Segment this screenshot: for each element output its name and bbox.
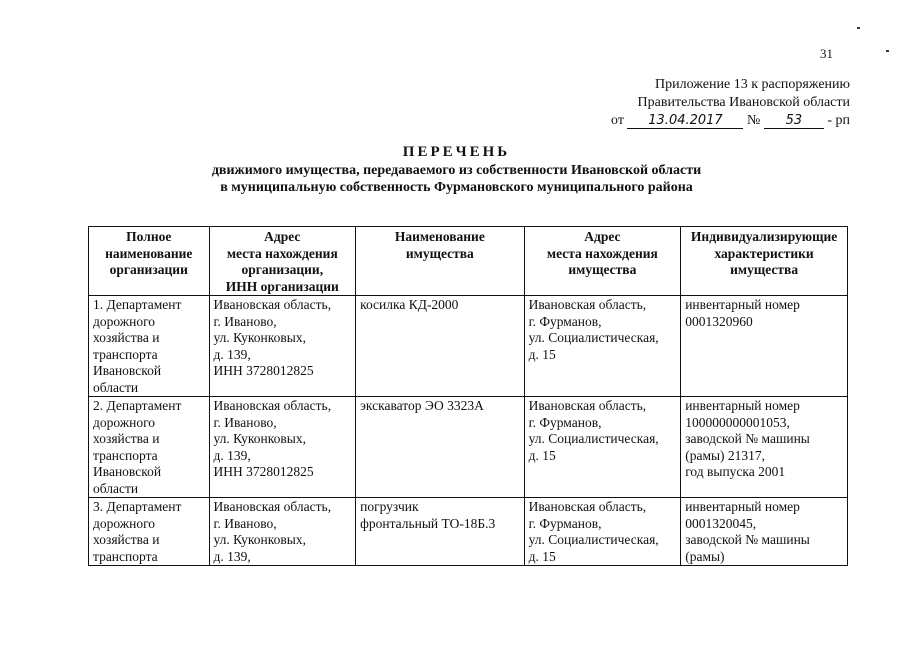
cell-organization: 3. Департамент дорожного хозяйства и транспорта [89,498,210,566]
header-property-address: Адрес места нахождения имущества [524,227,681,296]
table-row [89,296,848,397]
number-label: № [746,113,761,128]
cell-organization: 1. Департамент дорожного хозяйства и транспорта Ивановской области [89,296,210,397]
cell-property-name: погрузчик фронтальный ТО-18Б.3 [356,498,524,566]
table-header-row [89,227,848,296]
handwritten-number: 53 [764,114,824,129]
title-main: ПЕРЕЧЕНЬ [402,144,511,160]
order-suffix: - рп [827,113,850,128]
appendix-header [570,76,850,130]
property-table [88,226,848,566]
from-label: от [611,113,624,128]
title-subtitle-line-1: движимого имущества, передаваемого из собственности Ивановской области [211,163,702,178]
title-subtitle-line-2: в муниципальную собственность Фурмановского муниципального района [220,180,693,195]
appendix-line-2: Правительства Ивановской области [637,95,850,110]
cell-characteristics: инвентарный номер 0001320045, заводской № машины (рамы) [681,498,848,566]
document-title [0,142,905,196]
cell-org-address: Ивановская область, г. Иваново, ул. Куконковых, д. 139, ИНН 3728012825 [209,397,356,498]
header-characteristics: Индивидуализирующие характеристики имущества [681,227,848,296]
cell-characteristics: инвентарный номер 100000000001053, заводской № машины (рамы) 21317, год выпуска 2001 [681,397,848,498]
cell-org-address: Ивановская область, г. Иваново, ул. Куконковых, д. 139, [209,498,356,566]
cell-property-address: Ивановская область, г. Фурманов, ул. Социалистическая, д. 15 [524,498,681,566]
table-row [89,397,848,498]
appendix-line-3 [570,112,850,130]
cell-property-name: косилка КД-2000 [356,296,524,397]
header-organization: Полное наименование организации [89,227,210,296]
scan-speck [886,50,889,52]
cell-property-address: Ивановская область, г. Фурманов, ул. Социалистическая, д. 15 [524,296,681,397]
cell-characteristics: инвентарный номер 0001320960 [681,296,848,397]
cell-org-address: Ивановская область, г. Иваново, ул. Куконковых, д. 139, ИНН 3728012825 [209,296,356,397]
cell-property-name: экскаватор ЭО 3323А [356,397,524,498]
handwritten-date: 13.04.2017 [627,114,743,129]
header-property-name: Наименование имущества [356,227,524,296]
cell-organization: 2. Департамент дорожного хозяйства и транспорта Ивановской области [89,397,210,498]
page-bottom-cutoff [0,576,905,646]
appendix-line-1: Приложение 13 к распоряжению [655,77,850,92]
scan-speck [857,27,860,29]
header-org-address: Адрес места нахождения организации, ИНН организации [209,227,356,296]
page-number: 31 [820,46,833,61]
cell-property-address: Ивановская область, г. Фурманов, ул. Социалистическая, д. 15 [524,397,681,498]
table-row [89,498,848,566]
